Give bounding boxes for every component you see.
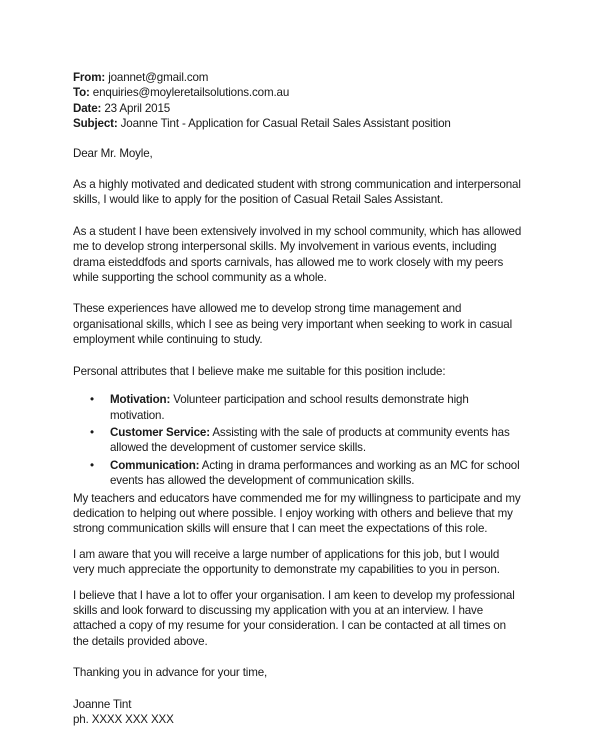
email-header [73, 70, 523, 132]
from-label: From: [73, 71, 106, 84]
from-line [73, 70, 523, 85]
bullet-marker: • [90, 393, 94, 407]
list-item [73, 458, 523, 489]
from-value: joannet@gmail.com [108, 71, 209, 84]
letter [73, 70, 523, 727]
signature-phone: ph. XXXX XXX XXX [73, 713, 174, 726]
date-line [73, 101, 523, 116]
salutation: Dear Mr. Moyle, [73, 146, 153, 160]
bullet-text: Acting in drama performances and working as an MC for school events has allowed the development of communication skills. [110, 458, 520, 488]
thanks-line: Thanking you in advance for your time, [73, 666, 268, 680]
paragraph-experiences: These experiences have allowed me to develop strong time management and organisational skills, which I see as being very important when seeking to work in casual employment while continuing to study. [73, 302, 513, 347]
list-item [73, 392, 523, 423]
date-label: Date: [73, 101, 102, 115]
bullet-text: Volunteer participation and school results demonstrate high motivation. [110, 393, 469, 422]
paragraph-attributes-intro: Personal attributes that I believe make me suitable for this position include: [73, 364, 446, 378]
bullet-marker: • [90, 425, 94, 439]
bullet-marker: • [90, 458, 94, 472]
paragraph-offer: I believe that I have a lot to offer your organisation. I am keen to develop my professional skills and look forward to discussing my application with you at an interview. I have attached a copy of my resume for your consideration. I can be contacted at all times on the details provided above. [73, 588, 515, 648]
to-label: To: [73, 86, 90, 100]
paragraph-involvement: As a student I have been extensively involved in my school community, which has allowed me to develop strong interpersonal skills. My involvement in various events, including drama eisteddfods and sports carnivals, has allowed me to work closely with my peers while supporting the school community as a whole. [73, 224, 522, 285]
to-line [73, 85, 523, 100]
date-value: 23 April 2015 [104, 101, 171, 115]
subject-line [73, 116, 523, 131]
signature-name: Joanne Tint [73, 697, 132, 711]
bullet-label: Customer Service: [110, 425, 210, 439]
subject-value: Joanne Tint - Application for Casual Retail Sales Assistant position [120, 117, 451, 131]
paragraph-intro: As a highly motivated and dedicated student with strong communication and interpersonal skills, I would like to apply for the position of Casual Retail Sales Assistant. [73, 178, 521, 207]
attributes-list [73, 392, 523, 488]
paragraph-commendation: My teachers and educators have commended me for my willingness to participate and my dedication to helping out where possible. I enjoy working with others and believe that my strong communication skills will ensure that I can meet the expectations of this role. [73, 491, 521, 536]
paragraph-awareness: I am aware that you will receive a large number of applications for this job, but I would very much appreciate the opportunity to demonstrate my capabilities to you in person. [73, 547, 500, 577]
signature-block [73, 697, 523, 728]
to-value: enquiries@moyleretailsolutions.com.au [92, 86, 290, 100]
bullet-label: Communication: [110, 458, 200, 472]
subject-label: Subject: [73, 117, 118, 131]
bullet-label: Motivation: [110, 393, 171, 407]
bullet-text: Assisting with the sale of products at community events has allowed the development of customer service skills. [110, 425, 510, 455]
list-item [73, 425, 523, 456]
